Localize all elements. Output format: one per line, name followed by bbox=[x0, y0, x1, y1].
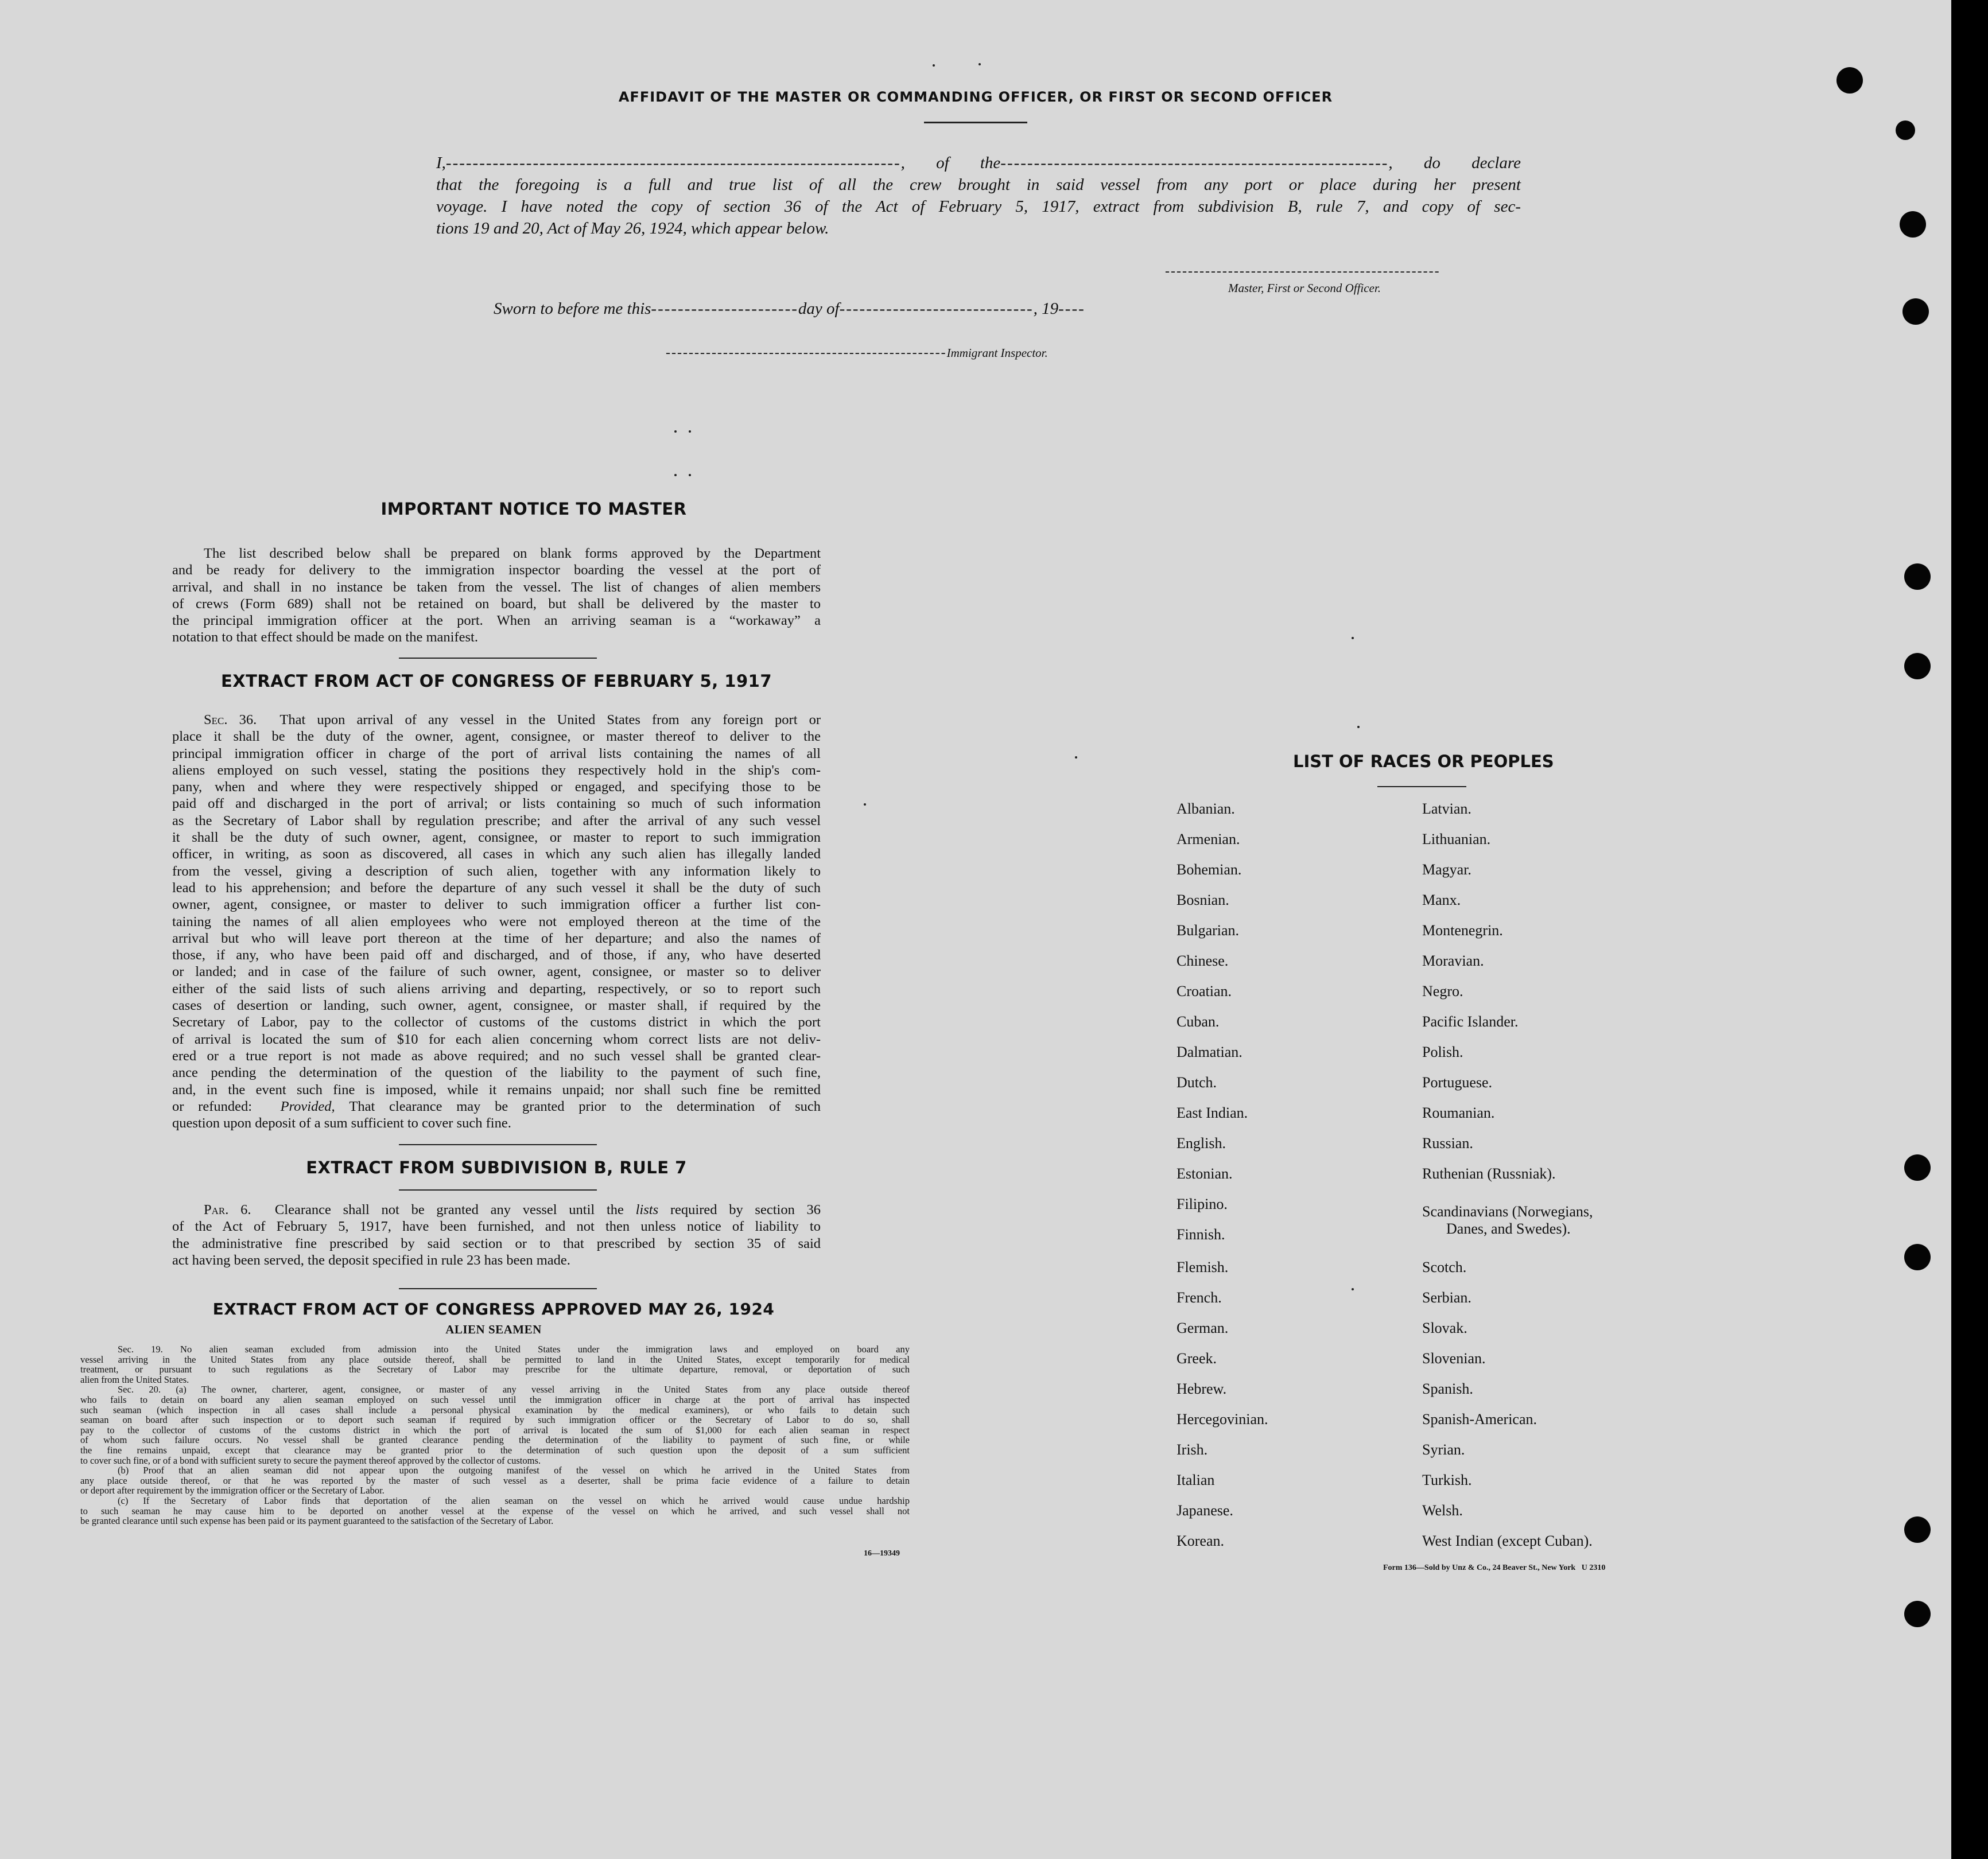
binder-hole-icon bbox=[1904, 563, 1931, 590]
month-blank: ----------------------------- bbox=[839, 300, 1034, 318]
race-item: Roumanian. bbox=[1422, 1104, 1495, 1121]
race-item: Pacific Islander. bbox=[1422, 1013, 1519, 1030]
race-item: Estonian. bbox=[1177, 1165, 1233, 1182]
affidavit-line-2: that the foregoing is a full and true list of all the crew brought in said vessel from any port or place during her present bbox=[436, 176, 1521, 194]
race-item: Lithuanian. bbox=[1422, 831, 1491, 847]
extract-1917-line: arrival but who will leave port thereon at the time of her departure; and also the names of bbox=[172, 930, 821, 946]
day-blank: ---------------------- bbox=[651, 300, 798, 318]
race-item: Spanish-American. bbox=[1422, 1411, 1537, 1428]
binder-hole-icon bbox=[1904, 1516, 1931, 1543]
act1924-line: vessel arriving in the United States from any place outside thereof, shall be permitted to land in the United States, except temporarily for medical bbox=[80, 1354, 910, 1365]
extract-1917-line: and, in the event such fine is imposed, while it remains unpaid; nor shall such fine be remitted bbox=[172, 1082, 821, 1098]
race-item: French. bbox=[1177, 1289, 1222, 1306]
rule7-heading: EXTRACT FROM SUBDIVISION B, RULE 7 bbox=[306, 1158, 687, 1177]
inspector-line bbox=[666, 345, 1048, 361]
rule7-line bbox=[172, 1201, 821, 1218]
name-blank: -------------------------------------------------------------------- bbox=[445, 154, 901, 172]
notice-line: of crews (Form 689) shall not be retained on board, but shall be delivered by the master to bbox=[172, 596, 821, 612]
extract-1917-line: question upon deposit of a sum sufficient to cover such fine. bbox=[172, 1115, 511, 1131]
rule7-line: the administrative fine prescribed by said section or to that prescribed by section 35 of said bbox=[172, 1235, 821, 1251]
race-item: Hebrew. bbox=[1177, 1380, 1227, 1397]
refunded-text: or refunded: bbox=[172, 1098, 253, 1114]
extract-1917-line: owner, agent, consignee, or master to deliver to such immigration officer a further list con- bbox=[172, 897, 821, 913]
race-item: Scandinavians (Norwegians, bbox=[1422, 1203, 1593, 1220]
vessel-blank: ---------------------------------------------------------- bbox=[1000, 154, 1389, 172]
extract-1917-line: aliens employed on such vessel, stating the positions they respectively hold in the ship's com- bbox=[172, 762, 821, 778]
race-item: Croatian. bbox=[1177, 983, 1232, 999]
divider bbox=[399, 1288, 597, 1289]
speck bbox=[689, 430, 691, 433]
extract-1917-line: principal immigration officer in charge of the port of arrival lists containing the names of all bbox=[172, 745, 821, 761]
extract-1917-paragraph bbox=[172, 711, 821, 1131]
act1924-line: (c) If the Secretary of Labor finds that deportation of the alien seaman on the vessel on which he arrived would cause undue hardship bbox=[118, 1495, 910, 1506]
race-item: Syrian. bbox=[1422, 1441, 1465, 1458]
act1924-line: any place outside thereof, or that he was reported by the master of such vessel as a deserter, shall be prima facie evidence of a failure to detain bbox=[80, 1475, 910, 1486]
race-item: Turkish. bbox=[1422, 1472, 1472, 1488]
race-item: Irish. bbox=[1177, 1441, 1208, 1458]
race-item: Japanese. bbox=[1177, 1502, 1233, 1519]
provided-rest: That clearance may be granted prior to the determination of such bbox=[349, 1098, 821, 1114]
affidavit-line-1 bbox=[436, 154, 1521, 173]
provided-text: Provided, bbox=[280, 1098, 335, 1114]
race-item: Dutch. bbox=[1177, 1074, 1217, 1091]
race-item: Korean. bbox=[1177, 1533, 1225, 1549]
extract-1917-line: from the vessel, giving a description of such alien, together with any information likely to bbox=[172, 863, 821, 879]
extract-1917-line: paid off and discharged in the port of arrival; or lists containing so much of such information bbox=[172, 796, 821, 812]
act1924-line: Sec. 19. No alien seaman excluded from admission into the United States under the immigration laws and employed on board any bbox=[118, 1344, 910, 1355]
act1924-line: the fine remains unpaid, except that clearance may be granted prior to the determination of such question upon the deposit of a sum sufficient bbox=[80, 1444, 910, 1456]
rule7-line: of the Act of February 5, 1917, have been furnished, and not then unless notice of liability to bbox=[172, 1219, 821, 1235]
notice-paragraph bbox=[172, 545, 821, 646]
race-item: East Indian. bbox=[1177, 1104, 1248, 1121]
race-item: Italian bbox=[1177, 1472, 1215, 1488]
extract-1917-heading: EXTRACT FROM ACT OF CONGRESS OF FEBRUARY 5, 1917 bbox=[220, 671, 772, 691]
rule7-l1-pre: Clearance shall not be granted any vessel until the bbox=[274, 1202, 624, 1218]
extract-1917-line: it shall be the duty of such owner, agent, consignee, or master to report to such immigration bbox=[172, 830, 821, 846]
speck bbox=[1352, 637, 1354, 639]
act1924-line: Sec. 20. (a) The owner, charterer, agent, consignee, or master of any vessel arriving in the United States from any place outside thereof bbox=[118, 1384, 910, 1395]
divider bbox=[399, 1189, 597, 1191]
speck bbox=[1075, 756, 1077, 759]
extract-1917-line: of arrival is located the sum of $10 for each alien concerning whom correct lists are not deliv- bbox=[172, 1031, 821, 1047]
inspector-label: Immigrant Inspector. bbox=[946, 346, 1048, 360]
extract-1917-line: cases of desertion or landing, such owner, agent, consignee, or master shall, if required by the bbox=[172, 998, 821, 1014]
extract-1917-line: as the Secretary of Labor shall by regulation prescribe; and after the arrival of any such vessel bbox=[172, 812, 821, 829]
extract-1917-line: either of the said lists of such aliens arriving and departing, respectively, or so to report such bbox=[172, 981, 821, 997]
extract-1917-line bbox=[172, 1098, 821, 1115]
act1924-line: pay to the collector of customs of the customs district in which the port of arrival is located the sum of $1,000 for each alien seaman in respect bbox=[80, 1424, 910, 1436]
form-footer: Form 136—Sold by Unz & Co., 24 Beaver St., New York U 2310 bbox=[1383, 1564, 1606, 1572]
speck bbox=[674, 430, 677, 433]
race-item: Flemish. bbox=[1177, 1259, 1229, 1275]
binder-hole-icon bbox=[1836, 67, 1863, 94]
race-item: Chinese. bbox=[1177, 952, 1229, 969]
extract-1917-line: ered or a true report is not made as above required; and no such vessel shall be granted clear- bbox=[172, 1048, 821, 1064]
race-item: Russian. bbox=[1422, 1135, 1473, 1152]
affidavit-of-the: , of the bbox=[900, 154, 1001, 172]
act1924-line: who fails to detain on board any alien seaman employed on such vessel until the immigration officer in charge at the port of arrival has inspected bbox=[80, 1394, 910, 1405]
act1924-line: treatment, or pursuant to such regulations as the Secretary of Labor may prescribe for the ultimate departure, removal, or deportation of such bbox=[80, 1364, 910, 1375]
race-item: Bulgarian. bbox=[1177, 922, 1240, 939]
inspector-signature-blank: ------------------------------------------------- bbox=[666, 345, 947, 360]
race-item: English. bbox=[1177, 1135, 1226, 1152]
binder-hole-icon bbox=[1904, 653, 1931, 679]
act1924-line: seaman on board after such inspection or to deport such seaman if required by such immigration officer or the Secretary of Labor to do so, shall bbox=[80, 1414, 910, 1426]
extract-1917-line: Secretary of Labor, pay to the collector of customs of the customs district in which the port bbox=[172, 1014, 821, 1030]
affidavit-i: I, bbox=[436, 154, 446, 172]
speck bbox=[1357, 726, 1360, 728]
master-label: Master, First or Second Officer. bbox=[1228, 281, 1381, 295]
act1924-line: to cover such fine, or of a bond with sufficient surety to secure the payment thereof approved by the collector of customs. bbox=[80, 1454, 541, 1466]
race-item: Greek. bbox=[1177, 1350, 1217, 1367]
year-text: , 19 bbox=[1033, 300, 1059, 318]
act1924-line: of whom such failure occurs. No vessel shall be granted clearance pending the determination of the liability to payment of such fine, or while bbox=[80, 1434, 910, 1446]
extract-1917-line: pany, when and where they were respectively shipped or engaged, and specifying those to be bbox=[172, 779, 821, 795]
race-item: Bohemian. bbox=[1177, 861, 1242, 878]
notice-line: The list described below shall be prepared on blank forms approved by the Department bbox=[204, 546, 821, 561]
race-item: West Indian (except Cuban). bbox=[1422, 1533, 1593, 1549]
race-item: Serbian. bbox=[1422, 1289, 1471, 1306]
race-item: Montenegrin. bbox=[1422, 922, 1503, 939]
speck bbox=[979, 63, 981, 65]
par-6-label: Par. 6. bbox=[204, 1202, 251, 1218]
race-item: Magyar. bbox=[1422, 861, 1471, 878]
race-item: Manx. bbox=[1422, 892, 1461, 908]
extract-1917-line: officer, in writing, as soon as discovered, all cases in which any such alien has illegally landed bbox=[172, 846, 821, 862]
race-item: German. bbox=[1177, 1320, 1229, 1336]
race-item: Slovenian. bbox=[1422, 1350, 1486, 1367]
sec-36-label: Sec. 36. bbox=[204, 712, 257, 728]
speck bbox=[864, 803, 866, 806]
affidavit-line-4: tions 19 and 20, Act of May 26, 1924, which appear below. bbox=[436, 219, 829, 238]
rule7-line: act having been served, the deposit specified in rule 23 has been made. bbox=[172, 1252, 570, 1268]
race-item: Spanish. bbox=[1422, 1380, 1473, 1397]
day-of-text: day of bbox=[798, 300, 840, 318]
binder-hole-icon bbox=[1904, 1244, 1931, 1270]
race-item: Welsh. bbox=[1422, 1502, 1463, 1519]
race-item: Moravian. bbox=[1422, 952, 1484, 969]
race-item: Danes, and Swedes). bbox=[1446, 1220, 1571, 1237]
master-signature-line: ------------------------------------------------ bbox=[1165, 264, 1440, 279]
affidavit-declare: , do declare bbox=[1388, 154, 1521, 172]
notice-line: notation to that effect should be made on the manifest. bbox=[172, 629, 478, 645]
title-rule bbox=[924, 122, 1027, 123]
rule7-paragraph bbox=[172, 1201, 821, 1269]
race-item: Albanian. bbox=[1177, 800, 1235, 817]
race-item: Portuguese. bbox=[1422, 1074, 1493, 1091]
race-item: Slovak. bbox=[1422, 1320, 1467, 1336]
race-item: Cuban. bbox=[1177, 1013, 1220, 1030]
affidavit-line-3: voyage. I have noted the copy of section 36 of the Act of February 5, 1917, extract from subdivision B, rule 7, and copy of sec- bbox=[436, 197, 1521, 216]
sworn-text: Sworn to before me this bbox=[494, 300, 651, 318]
extract-1917-line: ance pending the determination of the question of the liability to the payment of such fine, bbox=[172, 1065, 821, 1081]
act1924-subheading: ALIEN SEAMEN bbox=[445, 1323, 542, 1336]
binder-hole-icon bbox=[1896, 120, 1915, 140]
act1924-line: or deport after requirement by the immigration officer or the Secretary of Labor. bbox=[80, 1485, 385, 1496]
speck bbox=[933, 64, 935, 67]
divider bbox=[399, 658, 597, 659]
divider bbox=[399, 1144, 597, 1145]
race-item: Hercegovinian. bbox=[1177, 1411, 1268, 1428]
race-item: Polish. bbox=[1422, 1044, 1463, 1060]
year-blank: ---- bbox=[1058, 300, 1085, 318]
notice-line: the principal immigration officer at the port. When an arriving seaman is a “workaway” a bbox=[172, 613, 821, 629]
speck bbox=[689, 474, 691, 476]
act1924-line: alien from the United States. bbox=[80, 1374, 189, 1385]
form-number: 16—19349 bbox=[864, 1549, 900, 1558]
race-item: Finnish. bbox=[1177, 1226, 1225, 1243]
extract-1917-line bbox=[172, 711, 821, 728]
extract-1917-line: or landed; and in case of the failure of such owner, agent, consignee, or master so to deliver bbox=[172, 964, 821, 980]
act1924-line: to such seaman he may cause him to be deported on another vessel at the expense of the vessel on which he arrived, and such vessel shall not bbox=[80, 1505, 910, 1516]
extract-1917-line: taining the names of all alien employees who were not employed thereon at the time of the bbox=[172, 913, 821, 930]
race-item: Negro. bbox=[1422, 983, 1463, 999]
binder-hole-icon bbox=[1900, 211, 1926, 238]
race-item: Filipino. bbox=[1177, 1196, 1228, 1212]
race-item: Ruthenian (Russniak). bbox=[1422, 1165, 1556, 1182]
race-item: Bosnian. bbox=[1177, 892, 1229, 908]
extract-1917-line: those, if any, who have been paid off and discharged, and of those, if any, who have deserted bbox=[172, 947, 821, 963]
race-item: Scotch. bbox=[1422, 1259, 1467, 1275]
races-heading: LIST OF RACES OR PEOPLES bbox=[1293, 752, 1554, 771]
race-item: Armenian. bbox=[1177, 831, 1240, 847]
notice-heading: IMPORTANT NOTICE TO MASTER bbox=[380, 499, 687, 519]
binder-hole-icon bbox=[1904, 1154, 1931, 1181]
extract-1917-line: place it shall be the duty of the owner, agent, consignee, or master thereof to deliver to the bbox=[172, 729, 821, 745]
act1924-line: be granted clearance until such expense has been paid or its payment guaranteed to the satisfaction of the Secretary of Labor. bbox=[80, 1515, 554, 1527]
notice-line: arrival, and shall in no instance be taken from the vessel. The list of changes of alien members bbox=[172, 579, 821, 595]
binder-hole-icon bbox=[1904, 1601, 1931, 1627]
act1924-line: (b) Proof that an alien seaman did not appear upon the outgoing manifest of the vessel on which he arrived in the United States from bbox=[118, 1465, 910, 1476]
lists-text: lists bbox=[635, 1202, 659, 1218]
binder-hole-icon bbox=[1902, 298, 1929, 325]
race-item: Dalmatian. bbox=[1177, 1044, 1242, 1060]
race-item: Latvian. bbox=[1422, 800, 1471, 817]
affidavit-title: AFFIDAVIT OF THE MASTER OR COMMANDING OFFICER, OR FIRST OR SECOND OFFICER bbox=[618, 89, 1333, 105]
extract-1917-line: lead to his apprehension; and before the departure of any such vessel it shall be the duty of such bbox=[172, 880, 821, 896]
notice-line: and be ready for delivery to the immigration inspector boarding the vessel at the port of bbox=[172, 562, 821, 578]
act1924-line: such seaman (which inspection in all cases shall include a personal physical examination by the medical examiners), or who fails to detain such bbox=[80, 1404, 910, 1415]
sworn-line bbox=[494, 300, 1085, 318]
rule7-l1-post: required by section 36 bbox=[670, 1202, 821, 1218]
races-rule bbox=[1377, 786, 1466, 787]
speck bbox=[1352, 1288, 1354, 1290]
act1924-paragraph bbox=[80, 1344, 910, 1526]
speck bbox=[674, 474, 677, 476]
extract-1917-line-text: That upon arrival of any vessel in the United States from any foreign port or bbox=[279, 712, 821, 728]
act1924-heading: EXTRACT FROM ACT OF CONGRESS APPROVED MAY 26, 1924 bbox=[212, 1300, 775, 1319]
